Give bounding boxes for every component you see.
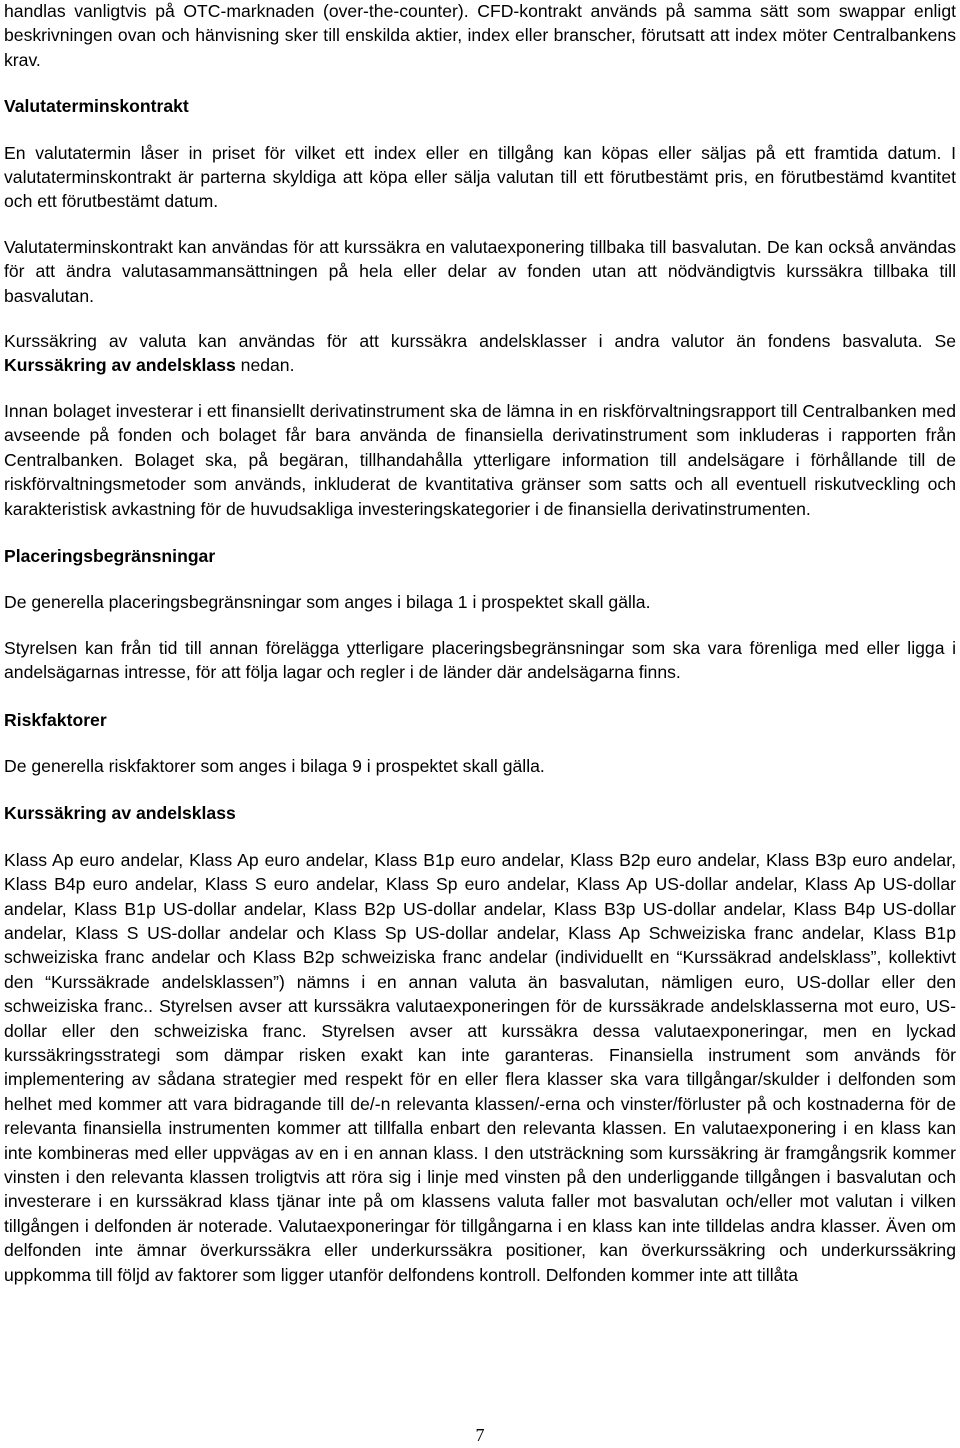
- paragraph-valuta-definition: En valutatermin låser in priset för vilket ett index eller en tillgång kan köpas eller säljas på ett framtida datum. I valutaterminskontrakt är parterna skyldiga att köpa eller sälja valutan till ett förutbestämt pris, en förutbestämd kvantitet och ett förutbestämt datum.: [4, 142, 956, 212]
- heading-riskfaktorer: Riskfaktorer: [4, 709, 107, 730]
- paragraph-valuta-hedging-tail: nedan.: [235, 355, 295, 376]
- paragraph-valuta-hedging: [4, 329, 956, 378]
- paragraph-valuta-hedging-text: Kurssäkring av valuta kan användas för att kurssäkra andelsklasser i andra valutor än fondens basvaluta. Se: [4, 331, 956, 352]
- heading-kurssakring-av-andelsklass: Kurssäkring av andelsklass: [4, 803, 236, 824]
- paragraph-riskfaktorer: De generella riskfaktorer som anges i bilaga 9 i prospektet skall gälla.: [4, 755, 545, 776]
- paragraph-placering-additional: Styrelsen kan från tid till annan förelägga ytterligare placeringsbegränsningar som ska vara förenliga med eller ligga i andelsägarnas intresse, för att följa lagar och regler i de länder där andelsägarna finns.: [4, 637, 956, 683]
- page-number: 7: [475, 1425, 485, 1445]
- heading-valutaterminskontrakt: Valutaterminskontrakt: [4, 96, 189, 117]
- paragraph-kurssakring: Klass Ap euro andelar, Klass Ap euro andelar, Klass B1p euro andelar, Klass B2p euro andelar, Klass B3p euro andelar, Klass B4p euro andelar, Klass S euro andelar, Klass Sp euro andelar, Klass Ap US-dollar andelar, Klass Ap US-dollar andelar, Klass B1p US-dollar andelar, Klass B2p US-dollar andelar, Klass B3p US-dollar andelar, Klass B4p US-dollar andelar, Klass S US-dollar andelar och Klass Sp US-dollar andelar, Klass Ap Schweiziska franc andelar, Klass B1p schweiziska franc andelar och Klass B2p schweiziska franc andelar (individuellt en “Kurssäkrad andelsklass”, kollektivt den “Kurssäkrade andelsklassen”) nämns i en annan valuta än basvalutan, nämligen euro, US-dollar eller den schweiziska franc.. Styrelsen avser att kurssäkra valutaexponeringen för de kurssäkrade andelsklasserna mot euro, US-dollar eller den schweiziska franc. Styrelsen avser att kurssäkra dessa valutaexponeringar, men en lyckad kurssäkringsstrategi som dämpar risken exakt kan inte garanteras. Finansiella instrument som används för implementering av sådana strategier med respekt för en eller flera klasser ska vara tillgångar/skulder i delfonden som helhet med kommer att vara bidragande till de/-n relevanta klassen/-erna och vinster/förluster på och kostnaderna för de relevanta finansiella instrumenten kommer att tillfalla enbart den relevanta klassen. En valutaexponering i en klass kan inte kombineras med eller uppvägas av en i en annan klass. I den utsträckning som kurssäkring är framgångsrik kommer vinsten i den relevanta klassen troligtvis att röra sig i linje med vinsten på den underliggande tillgången i basvalutan och investerare i en kurssäkrad klass tjänar inte på om klassens valuta faller mot basvalutan och/eller mot valutan i vilken tillgången i delfonden är noterade. Valutaexponeringar för tillgångarna i en klass kan inte tilldelas andra klasser. Även om delfonden inte ämnar överkurssäkra eller underkurssäkra positioner, kan överkurssäkring och underkurssäkring uppkomma till följd av faktorer som ligger utanför delfondens kontroll. Delfonden kommer inte att tillåta: [4, 849, 956, 1285]
- document-page: [4, 0, 956, 1287]
- paragraph-valuta-usage: Valutaterminskontrakt kan användas för att kurssäkra en valutaexponering tillbaka till basvalutan. De kan också användas för att ändra valutasammansättningen på hela eller delar av fonden utan att nödvändigtvis kurssäkra tillbaka till basvalutan.: [4, 236, 956, 306]
- paragraph-placering-general: De generella placeringsbegränsningar som anges i bilaga 1 i prospektet skall gälla.: [4, 592, 651, 613]
- paragraph-intro: handlas vanligtvis på OTC-marknaden (over-the-counter). CFD-kontrakt används på samma sätt som swappar enligt beskrivningen ovan och hänvisning sker till enskilda aktier, index eller branscher, förutsatt att index möter Centralbankens krav.: [4, 1, 956, 70]
- heading-placeringsbegransningar: Placeringsbegränsningar: [4, 545, 216, 566]
- cross-reference-kurssakring: Kurssäkring av andelsklass: [4, 355, 236, 376]
- paragraph-risk-report: Innan bolaget investerar i ett finansiellt derivatinstrument ska de lämna in en riskförvaltningsrapport till Centralbanken med avseende på fonden och bolaget får bara använda de finansiella derivatinstrument som inkluderas i rapporten från Centralbanken. Bolaget ska, på begäran, tillhandahålla ytterligare information till andelsägare i förhållande till de riskförvaltningsmetoder som används, inkluderat de kvantitativa gränser som satts och all eventuell riskutveckling och karakteristisk avkastning för de huvudsakliga investeringskategorier i de finansiella derivatinstrumenten.: [4, 400, 956, 519]
